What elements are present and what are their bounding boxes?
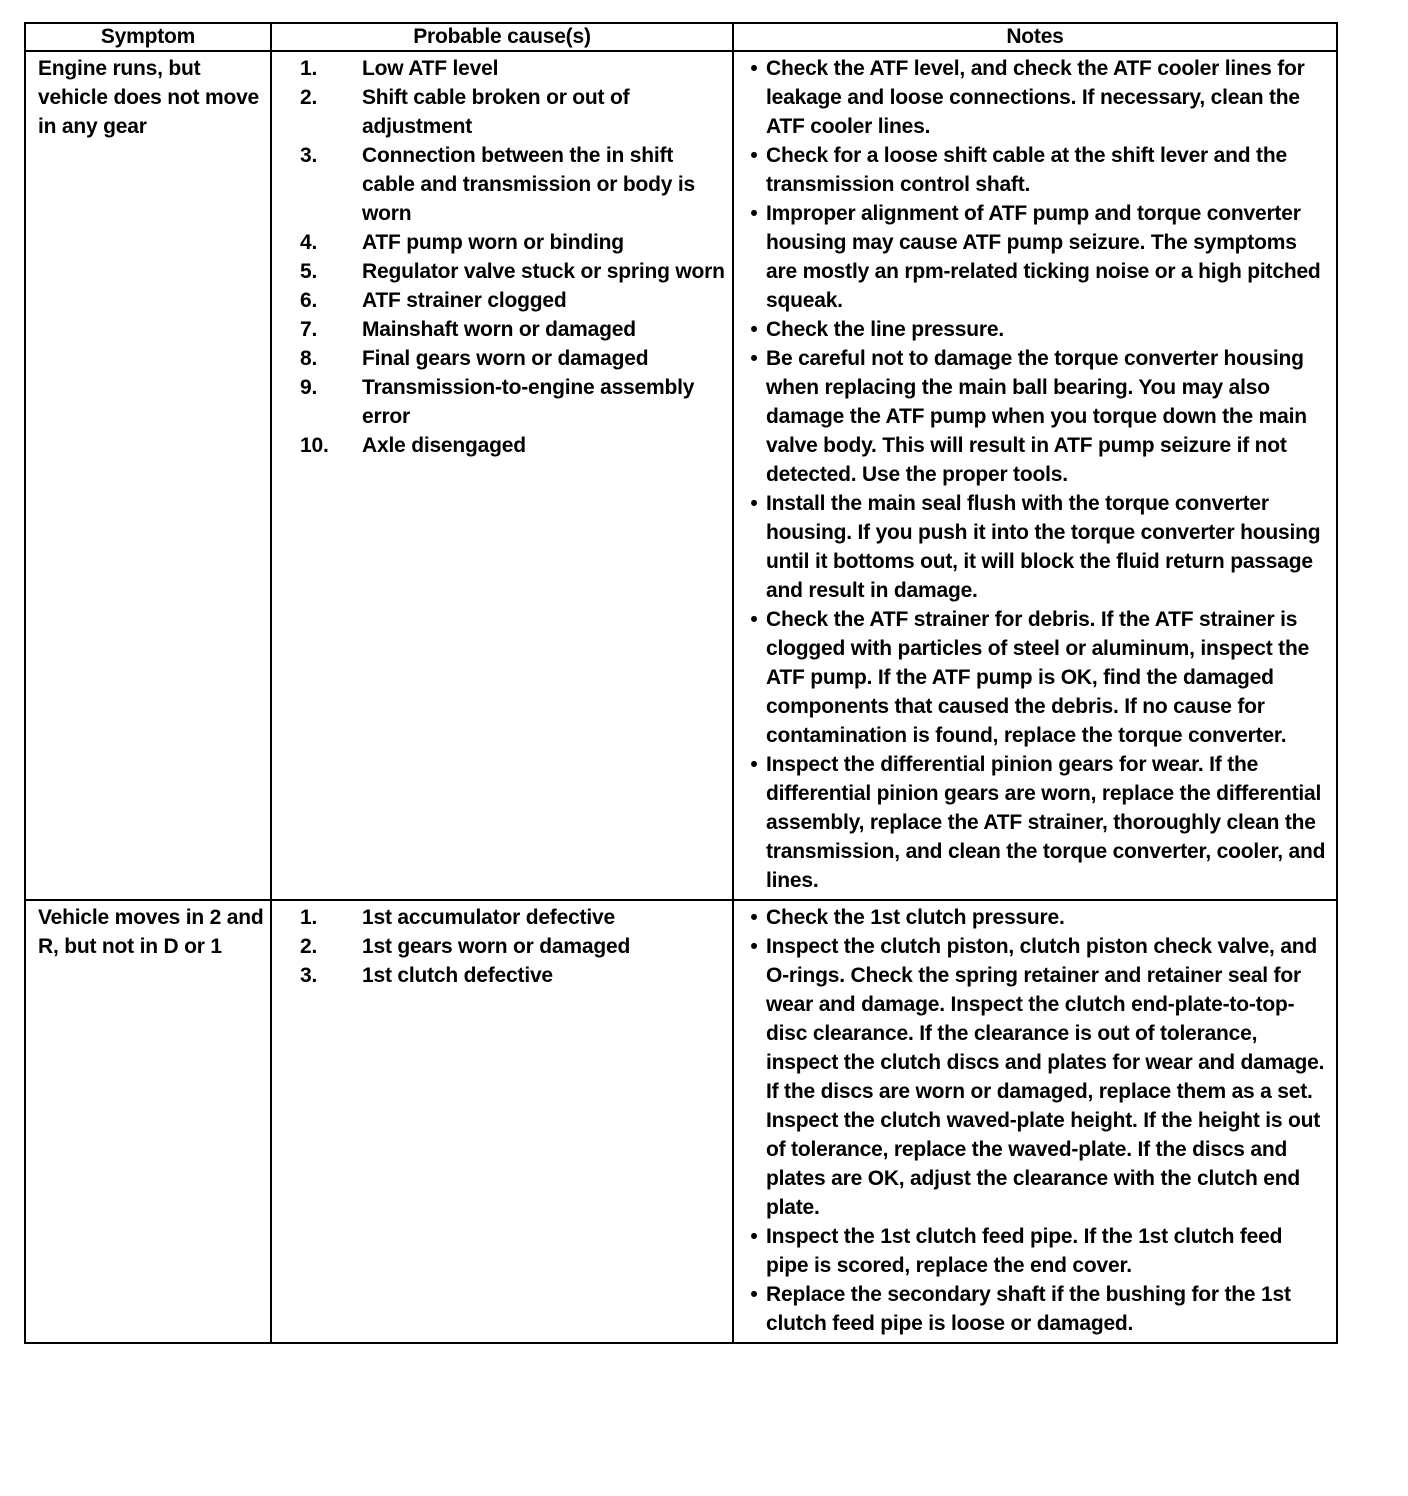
- note-item: [742, 344, 1330, 489]
- cause-number: 2.: [300, 86, 318, 109]
- bullet-icon: •: [750, 1283, 758, 1306]
- cause-text: Final gears worn or damaged: [362, 347, 649, 370]
- header-probable-cause: Probable cause(s): [271, 23, 733, 51]
- note-item: [742, 489, 1330, 605]
- cause-number: 1.: [300, 906, 318, 929]
- cause-text: Low ATF level: [362, 57, 499, 80]
- cause-text: Regulator valve stuck or spring worn: [362, 260, 725, 283]
- note-text: Be careful not to damage the torque converter housing when replacing the main ball bearing. You may also damage the ATF pump when you torque down the main valve body. This will result in ATF pump seizure if not detected. Use the proper tools.: [766, 347, 1307, 486]
- troubleshooting-table: [24, 22, 1338, 1344]
- cause-text: Shift cable broken or out of adjustment: [362, 86, 630, 138]
- cause-number: 1.: [300, 57, 318, 80]
- cause-text: 1st clutch defective: [362, 964, 553, 987]
- cause-list: [280, 903, 726, 990]
- note-item: [742, 605, 1330, 750]
- cause-number: 9.: [300, 376, 318, 399]
- cause-text: ATF pump worn or binding: [362, 231, 624, 254]
- troubleshooting-sheet: [24, 22, 1336, 1344]
- bullet-icon: •: [750, 753, 758, 776]
- note-text: Install the main seal flush with the torque converter housing. If you push it into the torque converter housing until it bottoms out, it will block the fluid return passage and result in damage.: [766, 492, 1321, 602]
- note-item: [742, 1222, 1330, 1280]
- bullet-icon: •: [750, 347, 758, 370]
- cause-text: 1st gears worn or damaged: [362, 935, 631, 958]
- note-text: Improper alignment of ATF pump and torque converter housing may cause ATF pump seizure. The symptoms are mostly an rpm-related ticking noise or a high pitched squeak.: [766, 202, 1321, 312]
- cause-text: 1st accumulator defective: [362, 906, 615, 929]
- bullet-icon: •: [750, 202, 758, 225]
- note-text: Inspect the differential pinion gears for wear. If the differential pinion gears are worn, replace the differential assembly, replace the ATF strainer, thoroughly clean the transmission, and clean the torque converter, cooler, and lines.: [766, 753, 1326, 892]
- table-row: [25, 51, 1337, 900]
- note-text: Check for a loose shift cable at the shift lever and the transmission control shaft.: [766, 144, 1287, 196]
- cause-item: [280, 373, 726, 431]
- symptom-cell: Vehicle moves in 2 and R, but not in D or 1: [25, 900, 271, 1343]
- bullet-icon: •: [750, 318, 758, 341]
- bullet-icon: •: [750, 144, 758, 167]
- cause-text: Connection between the in shift cable and transmission or body is worn: [362, 144, 695, 225]
- bullet-icon: •: [750, 608, 758, 631]
- notes-cell: [733, 51, 1337, 900]
- cause-item: [280, 257, 726, 286]
- bullet-icon: •: [750, 57, 758, 80]
- cause-text: Axle disengaged: [362, 434, 526, 457]
- cause-item: [280, 83, 726, 141]
- cause-item: [280, 315, 726, 344]
- cause-item: [280, 903, 726, 932]
- note-item: [742, 932, 1330, 1222]
- cause-item: [280, 54, 726, 83]
- cause-text: Mainshaft worn or damaged: [362, 318, 636, 341]
- cause-list: [280, 54, 726, 460]
- notes-list: [742, 54, 1330, 895]
- bullet-icon: •: [750, 935, 758, 958]
- note-item: [742, 199, 1330, 315]
- bullet-icon: •: [750, 906, 758, 929]
- cause-number: 4.: [300, 231, 318, 254]
- note-text: Replace the secondary shaft if the bushing for the 1st clutch feed pipe is loose or damaged.: [766, 1283, 1291, 1335]
- cause-number: 2.: [300, 935, 318, 958]
- note-item: [742, 54, 1330, 141]
- cause-number: 3.: [300, 144, 318, 167]
- note-item: [742, 315, 1330, 344]
- cause-item: [280, 141, 726, 228]
- cause-number: 3.: [300, 964, 318, 987]
- cause-number: 10.: [300, 434, 329, 457]
- cause-item: [280, 961, 726, 990]
- cause-text: ATF strainer clogged: [362, 289, 567, 312]
- cause-item: [280, 228, 726, 257]
- bullet-icon: •: [750, 492, 758, 515]
- cause-cell: [271, 51, 733, 900]
- bullet-icon: •: [750, 1225, 758, 1248]
- notes-cell: [733, 900, 1337, 1343]
- note-item: [742, 903, 1330, 932]
- cause-number: 7.: [300, 318, 318, 341]
- note-text: Inspect the clutch piston, clutch piston check valve, and O-rings. Check the spring retainer and retainer seal for wear and damage. Inspect the clutch end-plate-to-top-disc clearance. If the clearance is out of tolerance, inspect the clutch discs and plates for wear and damage. If the discs are worn or damaged, replace them as a set. Inspect the clutch waved-plate height. If the height is out of tolerance, replace the waved-plate. If the discs and plates are OK, adjust the clearance with the clutch end plate.: [766, 935, 1325, 1219]
- note-item: [742, 750, 1330, 895]
- cause-item: [280, 286, 726, 315]
- note-text: Inspect the 1st clutch feed pipe. If the 1st clutch feed pipe is scored, replace the end cover.: [766, 1225, 1283, 1277]
- note-item: [742, 1280, 1330, 1338]
- header-notes: Notes: [733, 23, 1337, 51]
- cause-text: Transmission-to-engine assembly error: [362, 376, 695, 428]
- note-text: Check the line pressure.: [766, 318, 1004, 341]
- cause-item: [280, 431, 726, 460]
- header-symptom: Symptom: [25, 23, 271, 51]
- cause-item: [280, 344, 726, 373]
- cause-item: [280, 932, 726, 961]
- header-row: [25, 23, 1337, 51]
- note-text: Check the ATF level, and check the ATF cooler lines for leakage and loose connections. If necessary, clean the ATF cooler lines.: [766, 57, 1305, 138]
- note-text: Check the ATF strainer for debris. If the ATF strainer is clogged with particles of steel or aluminum, inspect the ATF pump. If the ATF pump is OK, find the damaged components that caused the debris. If no cause for contamination is found, replace the torque converter.: [766, 608, 1310, 747]
- cause-number: 6.: [300, 289, 318, 312]
- symptom-cell: Engine runs, but vehicle does not move in any gear: [25, 51, 271, 900]
- note-text: Check the 1st clutch pressure.: [766, 906, 1065, 929]
- table-row: [25, 900, 1337, 1343]
- note-item: [742, 141, 1330, 199]
- cause-cell: [271, 900, 733, 1343]
- cause-number: 8.: [300, 347, 318, 370]
- notes-list: [742, 903, 1330, 1338]
- cause-number: 5.: [300, 260, 318, 283]
